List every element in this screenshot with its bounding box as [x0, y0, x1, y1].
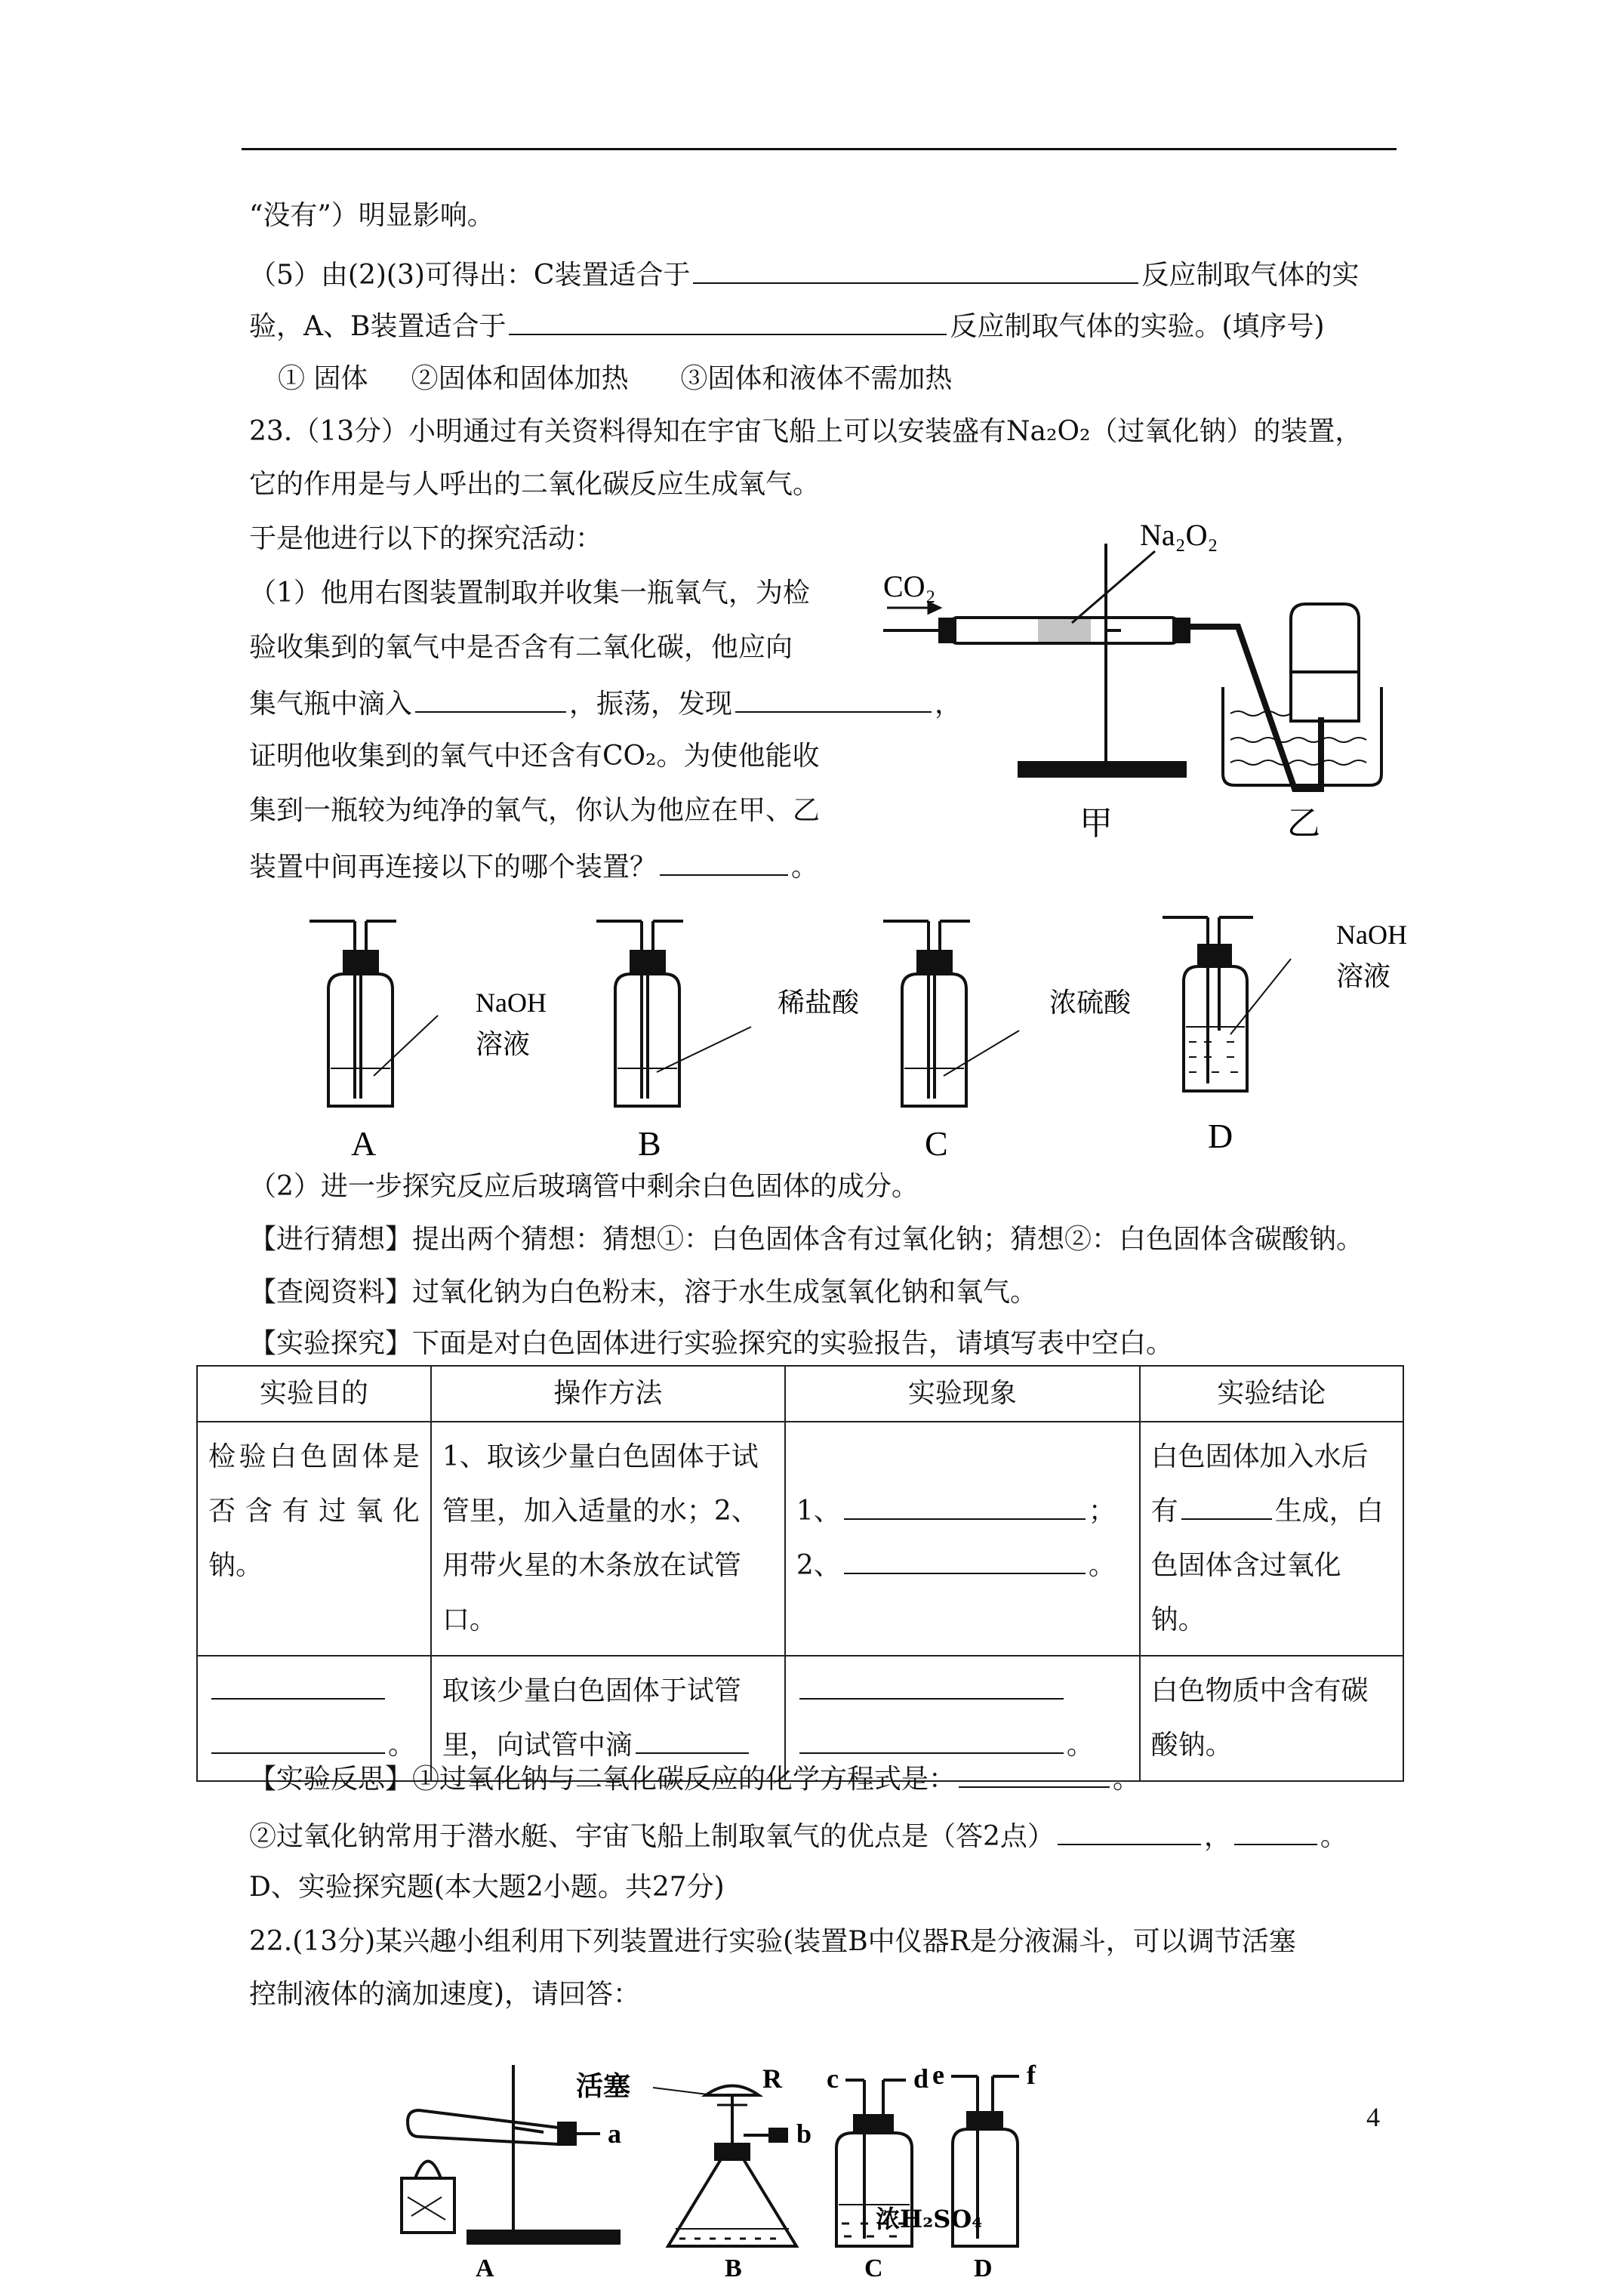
b-port-label: b	[796, 2119, 812, 2149]
row2-purpose	[208, 1664, 420, 1718]
options-line: ① 固体 ②固体和固体加热 ③固体和液体不需加热	[278, 363, 953, 394]
text-line-16: 【查阅资料】过氧化钠为白色粉末，溶于水生成氢氧化钠和氧气。	[249, 1277, 1038, 1308]
answer-blank[interactable]	[636, 1725, 749, 1754]
d-port-label: d	[913, 2063, 929, 2094]
bottle-c-label: 浓硫酸	[1049, 988, 1132, 1019]
text-line-13	[249, 847, 818, 886]
answer-blank[interactable]	[844, 1546, 1086, 1574]
apparatus-b	[653, 2086, 796, 2247]
answer-blank[interactable]	[211, 1671, 385, 1700]
wash-bottles-figure	[294, 906, 1442, 1163]
section-d-title: D、实验探究题(本大题2小题。共27分)	[249, 1872, 725, 1903]
bottle-d-label-2: 溶液	[1336, 961, 1391, 992]
bottle-b-label: 稀盐酸	[778, 988, 860, 1019]
bottle-c	[883, 921, 1019, 1106]
answer-blank[interactable]	[799, 1671, 1064, 1700]
answer-blank[interactable]	[1234, 1817, 1317, 1845]
header-conclusion: 实验结论	[1140, 1366, 1403, 1422]
q22-title: 22.(13分)某兴趣小组利用下列装置进行实验(装置B中仪器R是分液漏斗，可以调节活塞	[249, 1926, 1296, 1957]
co2-label: CO₂	[883, 569, 936, 603]
apparatus-figure-1	[868, 513, 1397, 853]
text-line-19: ②过氧化钠常用于潜水艇、宇宙飞船上制取氧气的优点是（答2点） ， 。	[249, 1817, 1347, 1855]
bottle-d	[1163, 917, 1291, 1091]
answer-blank[interactable]	[799, 1725, 1064, 1754]
text-line-8: （1）他用右图装置制取并收集一瓶氧气，为检	[249, 578, 810, 609]
row2-purpose-2: 。	[208, 1718, 420, 1773]
text-line-2	[249, 255, 1359, 294]
header-observation: 实验现象	[785, 1366, 1140, 1422]
q5-text-end: 反应制取气体的实	[1141, 260, 1360, 291]
table-row	[197, 1422, 1403, 1656]
yi-label: 乙	[1287, 804, 1320, 843]
bottle-a-label-2: 溶液	[476, 1029, 531, 1060]
text-line-6: 它的作用是与人呼出的二氧化碳反应生成氧气。	[249, 469, 821, 500]
row1-observation-2: 2、 。	[796, 1539, 1129, 1593]
bottle-a	[310, 921, 438, 1106]
a-port-label: a	[608, 2119, 621, 2149]
row1-method: 1、取该少量白色固体于试管里，加入适量的水；2、用带火星的木条放在试管口。	[442, 1441, 759, 1635]
answer-blank[interactable]	[1058, 1817, 1201, 1845]
text-line-12: 集到一瓶较为纯净的氧气，你认为他应在甲、乙	[249, 795, 821, 826]
text-line-9: 验收集到的氧气中是否含有二氧化碳，他应向	[249, 632, 793, 663]
text-13b: 。	[791, 852, 819, 883]
text-line-1: “没有”）明显影响。	[249, 200, 494, 231]
answer-blank[interactable]	[693, 255, 1138, 284]
apparatus-b-letter: B	[725, 2254, 742, 2282]
text-13a: 装置中间再连接以下的哪个装置？	[249, 852, 658, 883]
bottle-b	[596, 921, 751, 1106]
header-rule	[242, 148, 1397, 150]
c-port-label: c	[827, 2063, 839, 2094]
apparatus-d-letter: D	[974, 2254, 993, 2282]
header-method: 操作方法	[431, 1366, 785, 1422]
na2o2-label: Na₂O₂	[1140, 518, 1218, 552]
q5-text: （5）由(2)(3)可得出：C装置适合于	[249, 260, 691, 291]
bottle-a-label: NaOH	[476, 988, 547, 1018]
text-10b: ，振荡，发现	[569, 689, 733, 720]
text-line-11: 证明他收集到的氧气中还含有CO₂。为使他能收	[249, 741, 820, 772]
row2-observation-2: 。	[796, 1718, 1129, 1773]
apparatus-figure-2	[393, 2054, 1298, 2280]
r-label: R	[762, 2063, 782, 2094]
answer-blank[interactable]	[959, 1759, 1110, 1788]
q23-title: 23.（13分）小明通过有关资料得知在宇宙飞船上可以安装盛有Na₂O₂（过氧化钠）的装置，	[249, 416, 1363, 447]
bottle-d-letter: D	[1208, 1117, 1233, 1155]
f-port-label: f	[1027, 2060, 1036, 2090]
table-header-row	[197, 1366, 1403, 1422]
row2-observation	[796, 1664, 1129, 1718]
bottle-c-letter: C	[925, 1124, 948, 1163]
answer-blank[interactable]	[1181, 1491, 1272, 1520]
text-line-17: 【实验探究】下面是对白色固体进行实验探究的实验报告，请填写表中空白。	[249, 1328, 1174, 1359]
apparatus-a-letter: A	[476, 2254, 494, 2282]
text-line-14: （2）进一步探究反应后玻璃管中剩余白色固体的成分。	[249, 1171, 919, 1202]
text-line-22: 控制液体的滴加速度)，请回答：	[249, 1979, 641, 2010]
text-line-15: 【进行猜想】提出两个猜想：猜想①：白色固体含有过氧化钠；猜想②：白色固体含碳酸钠。	[249, 1224, 1364, 1255]
experiment-report-table	[196, 1365, 1404, 1782]
h2so4-label: 浓H₂SO₄	[876, 2205, 983, 2233]
row1-observation-1: 1、 ；	[796, 1484, 1129, 1539]
row2-method: 取该少量白色固体于试管里，向试管中滴	[442, 1664, 774, 1773]
row1-purpose: 检验白色固体是否含有过氧化钠。	[208, 1441, 420, 1581]
row1-conclusion: 白色固体加入水后有 生成，白色固体含过氧化钠。	[1150, 1441, 1384, 1635]
apparatus-c-letter: C	[864, 2254, 883, 2282]
text-10a: 集气瓶中滴入	[249, 689, 413, 720]
answer-blank[interactable]	[844, 1491, 1086, 1520]
text-line-3	[249, 307, 1325, 345]
bottle-a-letter: A	[351, 1124, 377, 1163]
huosai-label: 活塞	[575, 2070, 630, 2102]
answer-blank[interactable]	[660, 847, 788, 876]
jia-label: 甲	[1079, 804, 1113, 843]
answer-blank[interactable]	[509, 307, 947, 335]
row2-conclusion: 白色物质中含有碳酸钠。	[1150, 1675, 1369, 1761]
text-10c: ，	[935, 689, 962, 720]
header-purpose: 实验目的	[197, 1366, 431, 1422]
page-number: 4	[1366, 2102, 1380, 2132]
answer-blank[interactable]	[211, 1725, 385, 1754]
e-port-label: e	[932, 2060, 944, 2090]
bottle-d-label: NaOH	[1336, 920, 1407, 950]
text-line-7: 于是他进行以下的探究活动：	[249, 523, 603, 554]
q5-text-2-end: 反应制取气体的实验。(填序号)	[950, 311, 1325, 342]
bottle-b-letter: B	[638, 1124, 661, 1163]
q5-text-2: 验，A、B装置适合于	[249, 311, 507, 342]
text-line-18: 【实验反思】①过氧化钠与二氧化碳反应的化学方程式是： 。	[249, 1759, 1140, 1798]
text-line-10	[249, 684, 962, 723]
answer-blank[interactable]	[415, 684, 566, 713]
